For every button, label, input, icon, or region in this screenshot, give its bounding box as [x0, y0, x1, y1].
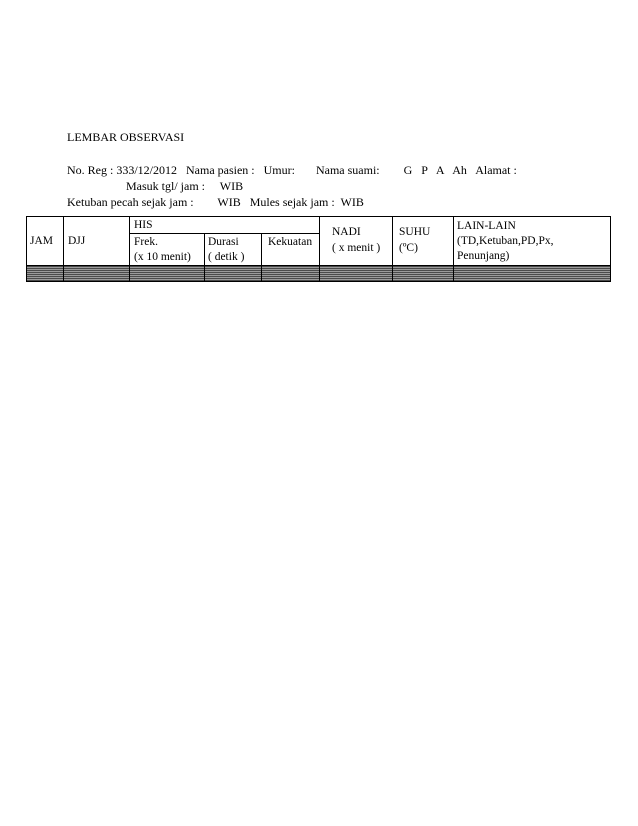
- col-header-djj: DJJ: [68, 235, 86, 247]
- col-header-his: HIS: [134, 219, 153, 231]
- col-header-nadi-unit: ( x menit ): [332, 242, 381, 254]
- col-divider: [261, 233, 262, 282]
- col-header-suhu: SUHU: [399, 226, 431, 238]
- col-divider: [63, 216, 64, 282]
- col-header-durasi-unit: ( detik ): [208, 251, 245, 263]
- col-header-lain-lain-detail: (TD,Ketuban,PD,Px,: [457, 235, 554, 247]
- col-header-frek-unit: (x 10 menit): [134, 251, 191, 263]
- membrane-rupture-line: Ketuban pecah sejak jam : WIB Mules sejak jam : WIB: [67, 195, 364, 209]
- col-header-durasi: Durasi: [208, 236, 239, 248]
- col-header-kekuatan: Kekuatan: [268, 236, 313, 248]
- col-divider: [129, 216, 130, 282]
- col-divider: [392, 216, 393, 282]
- col-header-lain-lain-detail-2: Penunjang): [457, 250, 510, 262]
- col-divider: [610, 216, 611, 282]
- col-divider: [26, 216, 27, 282]
- col-divider: [204, 233, 205, 282]
- page-title: LEMBAR OBSERVASI: [67, 130, 185, 144]
- col-header-lain-lain: LAIN-LAIN: [457, 220, 516, 232]
- col-header-jam: JAM: [30, 235, 54, 247]
- col-divider: [453, 216, 454, 282]
- observation-table: [26, 216, 611, 282]
- col-header-nadi: NADI: [332, 226, 361, 238]
- admission-line: Masuk tgl/ jam : WIB: [126, 179, 244, 193]
- col-divider: [319, 216, 320, 282]
- col-header-frek: Frek.: [134, 236, 158, 248]
- his-subheader-divider: [129, 233, 319, 234]
- col-header-suhu-unit: (ºC): [399, 242, 418, 254]
- registration-line: No. Reg : 333/12/2012 Nama pasien : Umur: Nama suami: G P A Ah Alamat :: [67, 163, 517, 177]
